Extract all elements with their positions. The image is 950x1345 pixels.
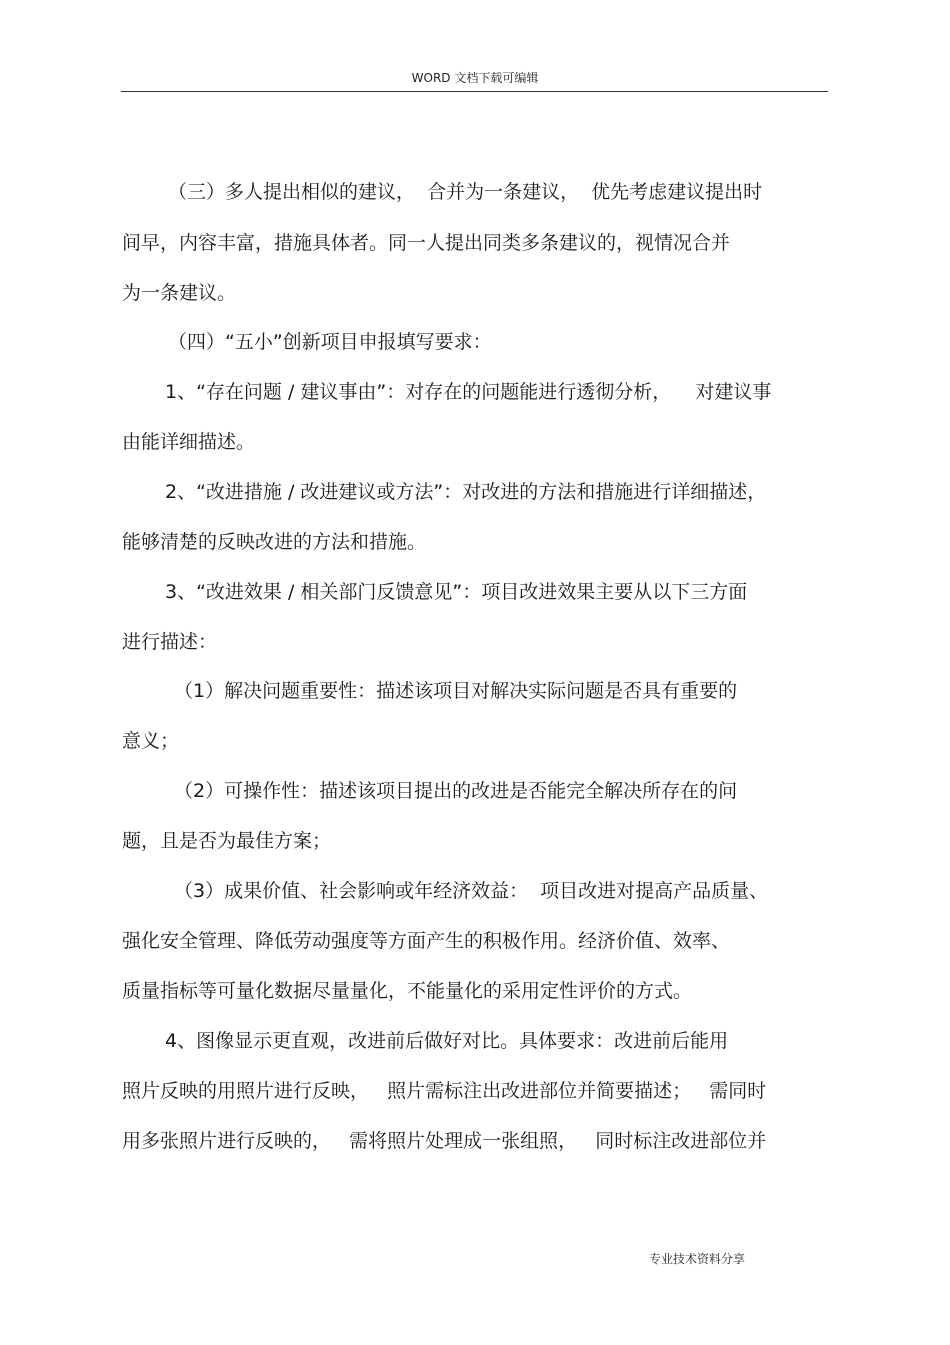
item-2-line-1: 2、“改进措施 / 改进建议或方法”：对改进的方法和措施进行详细描述，: [165, 481, 767, 503]
paragraph-3-line-1: （三）多人提出相似的建议， 合并为一条建议， 优先考虑建议提出时: [168, 181, 763, 203]
sub-item-3-line-3: 质量指标等可量化数据尽量量化，不能量化的采用定性评价的方式。: [122, 980, 693, 1002]
item-3-line-2: 进行描述：: [122, 631, 218, 653]
sub-item-3-line-1: （3）成果价值、社会影响或年经济效益： 项目改进对提高产品质量、: [174, 880, 769, 902]
item-4-line-1: 4、图像显示更直观，改进前后做好对比。具体要求：改进前后能用: [165, 1030, 729, 1052]
paragraph-3-line-3: 为一条建议。: [122, 282, 237, 304]
sub-item-1-line-2: 意义；: [122, 730, 180, 752]
paragraph-3-line-2: 间早，内容丰富，措施具体者。同一人提出同类多条建议的，视情况合并: [122, 232, 731, 254]
header-divider: [121, 91, 828, 92]
paragraph-4-heading: （四）“五小”创新项目申报填写要求：: [168, 331, 492, 353]
page-header: WORD 文档下载可编辑: [411, 71, 539, 85]
item-4-line-2: 照片反映的用照片进行反映， 照片需标注出改进部位并简要描述； 需同时: [122, 1080, 767, 1102]
page-footer: 专业技术资料分享: [649, 1252, 746, 1266]
item-3-line-1: 3、“改进效果 / 相关部门反馈意见”：项目改进效果主要从以下三方面: [165, 581, 748, 603]
sub-item-2-line-1: （2）可操作性：描述该项目提出的改进是否能完全解决所存在的问: [174, 780, 738, 802]
item-1-line-1: 1、“存在问题 / 建议事由”：对存在的问题能进行透彻分析， 对建议事: [165, 381, 772, 403]
sub-item-3-line-2: 强化安全管理、降低劳动强度等方面产生的积极作用。经济价值、效率、: [122, 930, 731, 952]
item-4-line-3: 用多张照片进行反映的， 需将照片处理成一张组照， 同时标注改进部位并: [122, 1130, 767, 1152]
sub-item-2-line-2: 题，且是否为最佳方案；: [122, 830, 332, 852]
item-1-line-2: 由能详细描述。: [122, 431, 256, 453]
item-2-line-2: 能够清楚的反映改进的方法和措施。: [122, 531, 427, 553]
sub-item-1-line-1: （1）解决问题重要性：描述该项目对解决实际问题是否具有重要的: [174, 680, 738, 702]
